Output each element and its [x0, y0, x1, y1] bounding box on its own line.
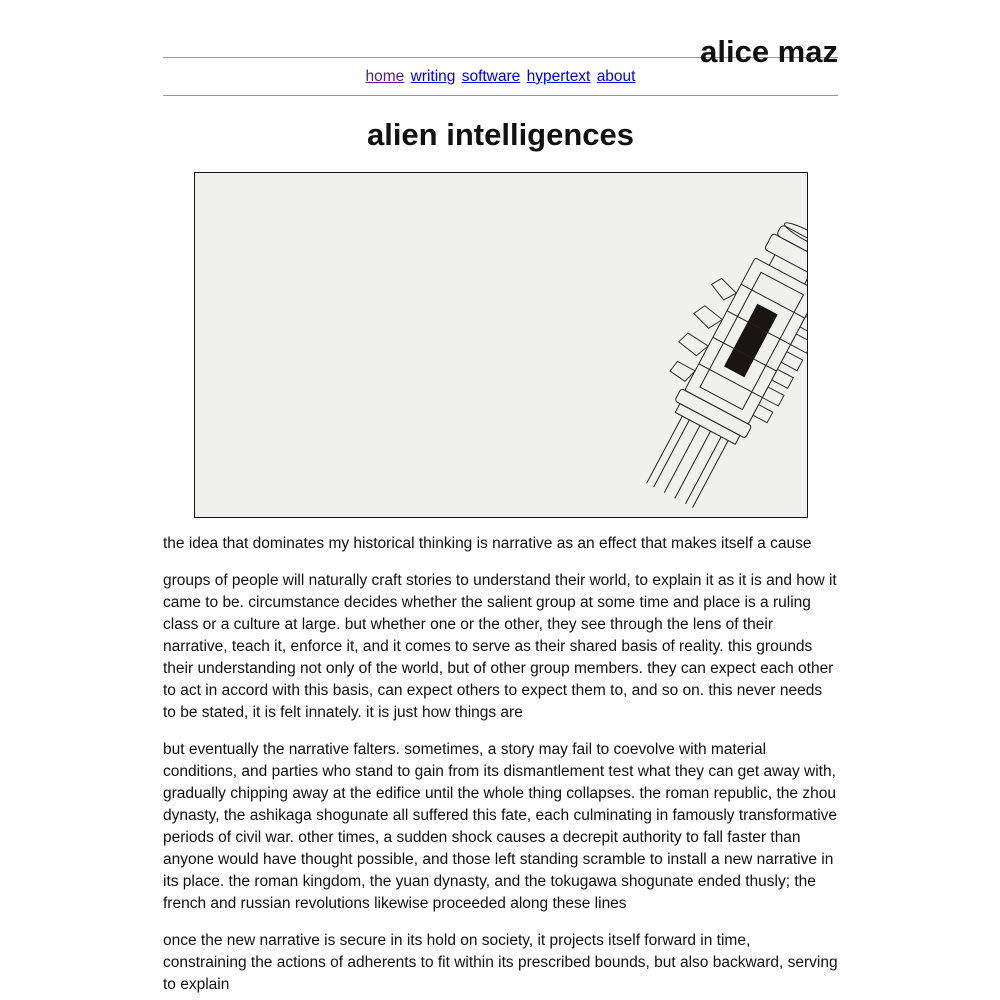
article-illustration [194, 172, 808, 518]
nav-link-writing[interactable]: writing [410, 68, 456, 85]
page [163, 0, 838, 996]
nav-link-about[interactable]: about [596, 68, 636, 85]
post-title: alien intelligences [366, 117, 635, 152]
article-body [163, 533, 838, 996]
paragraph: but eventually the narrative falters. sometimes, a story may fail to coevolve with material conditions, and parties who stand to gain from its dismantlement test what they can get away with, gradually chipping away at the edifice until the whole thing collapses. the roman republic, the zhou dynasty, the ashikaga shogunate all suffered this fate, each culminating in famously transformative periods of civil war. other times, a sudden shock causes a decrepit authority to fall faster than anyone would have thought possible, and those left standing scramble to install a new narrative in its place. the roman kingdom, the yuan dynasty, and the tokugawa shogunate ended thusly; the french and russian revolutions likewise proceeded along these lines [163, 741, 838, 912]
nav-link-hypertext[interactable]: hypertext [526, 68, 591, 85]
paragraph: once the new narrative is secure in its hold on society, it projects itself forward in time, constraining the actions of adherents to fit within its prescribed bounds, but also backward, serving to explain [163, 932, 838, 993]
mechanical-tower-sketch [195, 173, 807, 517]
paragraph: groups of people will naturally craft stories to understand their world, to explain it as it is and how it came to be. circumstance decides whether the salient group at some time and place is a ruling class or a culture at large. but whether one or the other, they see through the lens of their narrative, teach it, enforce it, and it comes to serve as their shared basis of reality. this grounds their understanding not only of the world, but of other group members. they can expect each other to act in accord with this basis, can expect others to expect them to, and so on. this never needs to be stated, it is felt innately. it is just how things are [163, 572, 837, 721]
nav-link-software[interactable]: software [461, 68, 521, 85]
paragraph: the idea that dominates my historical thinking is narrative as an effect that makes itself a cause [163, 535, 812, 552]
site-title[interactable]: alice maz [700, 34, 838, 69]
nav-link-home[interactable]: home [365, 68, 405, 85]
